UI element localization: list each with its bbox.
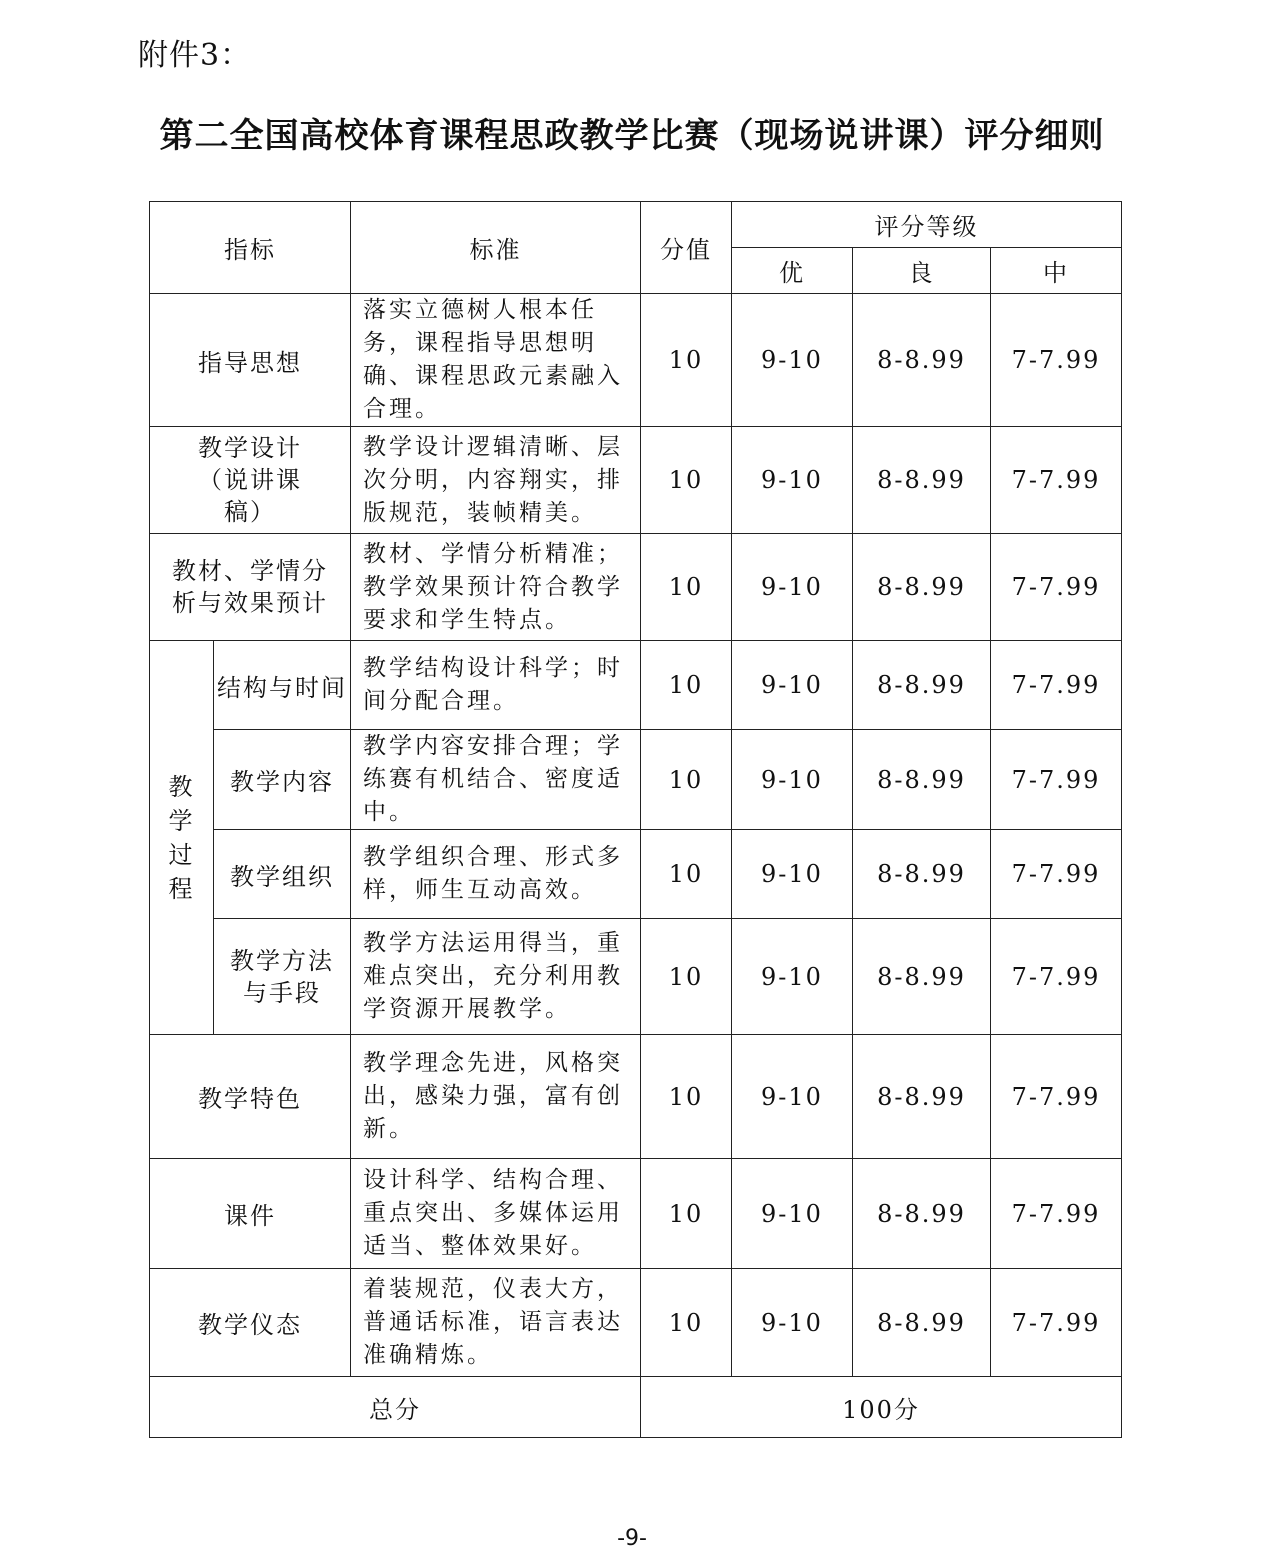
row-indicator-text: 教学方法与手段 (230, 946, 334, 1007)
row-points: 10 (641, 534, 732, 641)
group-label-teaching-process (150, 641, 214, 1035)
row-good: 8-8.99 (853, 294, 991, 427)
table-row (150, 294, 1122, 427)
page-number: -9- (617, 1526, 647, 1551)
table-row (150, 919, 1122, 1035)
row-medium: 7-7.99 (991, 919, 1122, 1035)
row-good: 8-8.99 (853, 919, 991, 1035)
header-grade-group: 评分等级 (732, 202, 1122, 248)
total-label: 总分 (150, 1377, 641, 1438)
header-indicator: 指标 (150, 202, 351, 294)
row-medium: 7-7.99 (991, 1159, 1122, 1269)
row-medium: 7-7.99 (991, 830, 1122, 919)
row-points: 10 (641, 641, 732, 730)
table-row (150, 427, 1122, 534)
row-excellent: 9-10 (732, 534, 853, 641)
row-medium: 7-7.99 (991, 534, 1122, 641)
total-row (150, 1377, 1122, 1438)
row-excellent: 9-10 (732, 730, 853, 830)
row-good: 8-8.99 (853, 427, 991, 534)
row-medium: 7-7.99 (991, 1269, 1122, 1377)
row-medium: 7-7.99 (991, 294, 1122, 427)
header-points: 分值 (641, 202, 732, 294)
table-row (150, 1269, 1122, 1377)
row-indicator (214, 919, 351, 1035)
row-indicator (150, 534, 351, 641)
group-label-text: 教学过程 (168, 772, 195, 903)
table-header-row (150, 202, 1122, 248)
row-excellent: 9-10 (732, 1159, 853, 1269)
row-good: 8-8.99 (853, 1159, 991, 1269)
row-good: 8-8.99 (853, 1035, 991, 1159)
row-indicator: 教学内容 (214, 730, 351, 830)
row-standard: 教学结构设计科学；时间分配合理。 (351, 641, 641, 730)
row-standard: 教材、学情分析精准；教学效果预计符合教学要求和学生特点。 (351, 534, 641, 641)
row-standard: 教学内容安排合理；学练赛有机结合、密度适中。 (351, 730, 641, 830)
row-indicator: 结构与时间 (214, 641, 351, 730)
row-indicator: 课件 (150, 1159, 351, 1269)
table-row (150, 1159, 1122, 1269)
row-points: 10 (641, 1269, 732, 1377)
row-standard: 教学组织合理、形式多样，师生互动高效。 (351, 830, 641, 919)
table-row (150, 730, 1122, 830)
row-excellent: 9-10 (732, 919, 853, 1035)
row-indicator-text: 教学设计（说讲课稿） (198, 434, 302, 526)
row-standard: 教学方法运用得当，重难点突出，充分利用教学资源开展教学。 (351, 919, 641, 1035)
row-points: 10 (641, 919, 732, 1035)
row-indicator: 指导思想 (150, 294, 351, 427)
row-indicator (150, 427, 351, 534)
row-points: 10 (641, 1035, 732, 1159)
row-standard: 教学设计逻辑清晰、层次分明，内容翔实，排版规范，装帧精美。 (351, 427, 641, 534)
row-excellent: 9-10 (732, 1035, 853, 1159)
scoring-table (149, 201, 1122, 1438)
row-indicator-text: 教材、学情分析与效果预计 (172, 557, 328, 617)
row-good: 8-8.99 (853, 830, 991, 919)
row-good: 8-8.99 (853, 730, 991, 830)
row-excellent: 9-10 (732, 1269, 853, 1377)
header-grade-good: 良 (853, 248, 991, 294)
row-standard: 落实立德树人根本任务，课程指导思想明确、课程思政元素融入合理。 (351, 294, 641, 427)
row-excellent: 9-10 (732, 427, 853, 534)
attachment-label: 附件3： (138, 38, 252, 73)
row-medium: 7-7.99 (991, 641, 1122, 730)
row-standard: 设计科学、结构合理、重点突出、多媒体运用适当、整体效果好。 (351, 1159, 641, 1269)
row-medium: 7-7.99 (991, 427, 1122, 534)
table-row (150, 1035, 1122, 1159)
row-standard: 着装规范，仪表大方，普通话标准，语言表达准确精炼。 (351, 1269, 641, 1377)
row-medium: 7-7.99 (991, 1035, 1122, 1159)
row-indicator: 教学仪态 (150, 1269, 351, 1377)
header-standard: 标准 (351, 202, 641, 294)
document-title: 第二全国高校体育课程思政教学比赛（现场说讲课）评分细则 (159, 116, 1105, 156)
row-points: 10 (641, 1159, 732, 1269)
row-good: 8-8.99 (853, 534, 991, 641)
header-grade-medium: 中 (991, 248, 1122, 294)
table-row (150, 534, 1122, 641)
row-excellent: 9-10 (732, 294, 853, 427)
table-row (150, 830, 1122, 919)
row-points: 10 (641, 294, 732, 427)
row-indicator: 教学组织 (214, 830, 351, 919)
row-good: 8-8.99 (853, 641, 991, 730)
row-indicator: 教学特色 (150, 1035, 351, 1159)
row-excellent: 9-10 (732, 641, 853, 730)
header-grade-excellent: 优 (732, 248, 853, 294)
row-points: 10 (641, 730, 732, 830)
row-standard: 教学理念先进，风格突出，感染力强，富有创新。 (351, 1035, 641, 1159)
row-good: 8-8.99 (853, 1269, 991, 1377)
row-excellent: 9-10 (732, 830, 853, 919)
row-points: 10 (641, 427, 732, 534)
row-points: 10 (641, 830, 732, 919)
table-row (150, 641, 1122, 730)
total-value: 100分 (641, 1377, 1122, 1438)
row-medium: 7-7.99 (991, 730, 1122, 830)
